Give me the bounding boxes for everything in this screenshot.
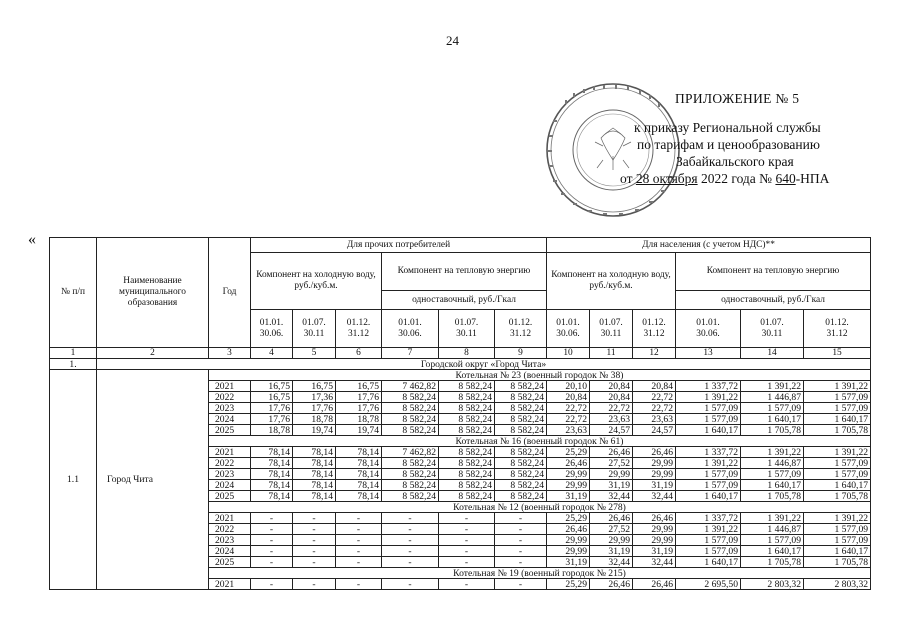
tariff-value: 1 705,78 (804, 557, 871, 568)
period-header: 01.07. 30.11 (741, 310, 804, 348)
year-cell: 2022 (209, 524, 251, 535)
tariff-value: 17,76 (293, 403, 336, 414)
tariff-value: 1 640,17 (804, 546, 871, 557)
tariff-value: 1 577,09 (741, 535, 804, 546)
tariff-value: 78,14 (293, 469, 336, 480)
tariff-value: 32,44 (633, 557, 676, 568)
tariff-value: 1 337,72 (676, 447, 741, 458)
tariff-value: 8 582,24 (382, 403, 439, 414)
tariff-value: 8 582,24 (495, 392, 547, 403)
tariff-value: - (251, 513, 293, 524)
tariff-value: - (439, 513, 495, 524)
tariff-value: 1 640,17 (676, 425, 741, 436)
tariff-value: 20,84 (590, 392, 633, 403)
tariff-value: - (293, 557, 336, 568)
period-header: 01.01. 30.06. (382, 310, 439, 348)
tariff-value: 29,99 (590, 469, 633, 480)
tariff-value: 32,44 (590, 557, 633, 568)
tariff-value: 8 582,24 (439, 392, 495, 403)
tariff-value: 31,19 (590, 546, 633, 557)
tariff-value: 31,19 (633, 480, 676, 491)
tariff-value: 1 577,09 (676, 535, 741, 546)
tariff-value: 24,57 (590, 425, 633, 436)
boiler-title: Котельная № 23 (военный городок № 38) (209, 370, 871, 381)
column-number: 3 (209, 348, 251, 359)
tariff-value: - (336, 513, 382, 524)
tariff-value: 1 446,87 (741, 392, 804, 403)
tariff-value: 1 337,72 (676, 513, 741, 524)
tariff-value: 1 640,17 (804, 480, 871, 491)
year-cell: 2023 (209, 469, 251, 480)
tariff-value: - (336, 579, 382, 590)
tariff-value: - (251, 524, 293, 535)
tariff-value: - (293, 513, 336, 524)
item-number: 1.1 (50, 370, 97, 590)
column-number: 12 (633, 348, 676, 359)
header-cold-water-pop: Компонент на холодную воду, руб./куб.м. (547, 253, 676, 310)
period-header: 01.07. 30.11 (293, 310, 336, 348)
tariff-value: 78,14 (293, 480, 336, 491)
tariff-value: 31,19 (590, 480, 633, 491)
tariff-value: 25,29 (547, 579, 590, 590)
tariff-value: 16,75 (251, 392, 293, 403)
tariff-value: - (336, 524, 382, 535)
tariff-value: 29,99 (633, 458, 676, 469)
tariff-value: - (251, 546, 293, 557)
boiler-title: Котельная № 16 (военный городок № 61) (209, 436, 871, 447)
tariff-value: 20,10 (547, 381, 590, 392)
tariff-value: - (439, 524, 495, 535)
tariff-value: 1 577,09 (676, 469, 741, 480)
tariff-value: 1 391,22 (676, 458, 741, 469)
tariff-value: 1 577,09 (676, 403, 741, 414)
tariff-value: 78,14 (336, 469, 382, 480)
tariff-value: - (439, 579, 495, 590)
order-date: 28 октября (635, 171, 698, 186)
year-cell: 2021 (209, 447, 251, 458)
tariff-value: 78,14 (251, 447, 293, 458)
tariff-value: 78,14 (251, 480, 293, 491)
tariff-value: 26,46 (590, 513, 633, 524)
order-middle: 2022 года № (697, 171, 776, 186)
period-header: 01.12. 31.12 (336, 310, 382, 348)
tariff-value: - (495, 579, 547, 590)
tariff-value: 2 695,50 (676, 579, 741, 590)
tariff-value: 1 446,87 (741, 524, 804, 535)
year-cell: 2022 (209, 458, 251, 469)
tariff-value: - (439, 546, 495, 557)
tariff-value: 78,14 (293, 458, 336, 469)
tariff-value: 18,78 (293, 414, 336, 425)
tariff-value: 26,46 (590, 447, 633, 458)
tariff-value: 2 803,32 (804, 579, 871, 590)
tariff-value: 8 582,24 (382, 392, 439, 403)
tariff-value: 78,14 (336, 458, 382, 469)
tariff-value: 8 582,24 (439, 491, 495, 502)
tariff-value: 17,36 (293, 392, 336, 403)
tariff-value: 1 577,09 (741, 469, 804, 480)
tariff-value: 1 391,22 (804, 381, 871, 392)
column-number: 7 (382, 348, 439, 359)
year-cell: 2024 (209, 480, 251, 491)
tariff-value: 8 582,24 (439, 447, 495, 458)
tariff-value: 24,57 (633, 425, 676, 436)
column-number: 8 (439, 348, 495, 359)
tariff-value: 8 582,24 (495, 480, 547, 491)
tariff-value: 32,44 (590, 491, 633, 502)
tariff-value: 22,72 (633, 392, 676, 403)
header-heat-pop: Компонент на тепловую энергию (676, 253, 871, 291)
tariff-value: 20,84 (590, 381, 633, 392)
tariff-value: 8 582,24 (439, 425, 495, 436)
section-title: Городской округ «Город Чита» (97, 359, 871, 370)
tariff-value: 22,72 (547, 403, 590, 414)
column-number: 9 (495, 348, 547, 359)
tariff-value: 8 582,24 (439, 469, 495, 480)
tariff-table (49, 237, 871, 590)
period-header: 01.07. 30.11 (439, 310, 495, 348)
tariff-value: 26,46 (633, 447, 676, 458)
tariff-value: 1 577,09 (804, 524, 871, 535)
tariff-value: 7 462,82 (382, 447, 439, 458)
tariff-value: - (336, 557, 382, 568)
tariff-value: 26,46 (547, 458, 590, 469)
column-number: 11 (590, 348, 633, 359)
header-cold-water-other: Компонент на холодную воду, руб./куб.м. (251, 253, 382, 310)
tariff-value: 78,14 (251, 458, 293, 469)
period-header: 01.01. 30.06. (676, 310, 741, 348)
period-header: 01.01. 30.06. (251, 310, 293, 348)
year-cell: 2023 (209, 535, 251, 546)
tariff-value: 78,14 (336, 491, 382, 502)
tariff-value: 26,46 (547, 524, 590, 535)
year-cell: 2024 (209, 546, 251, 557)
column-number: 6 (336, 348, 382, 359)
tariff-value: 1 577,09 (676, 546, 741, 557)
municipality-name: Город Чита (97, 370, 209, 590)
order-prefix: от (620, 171, 636, 186)
tariff-value: 8 582,24 (495, 403, 547, 414)
tariff-value: 1 577,09 (676, 414, 741, 425)
tariff-value: 1 640,17 (676, 557, 741, 568)
tariff-value: 18,78 (336, 414, 382, 425)
tariff-value: 8 582,24 (439, 381, 495, 392)
year-cell: 2025 (209, 491, 251, 502)
tariff-value: 8 582,24 (439, 458, 495, 469)
column-number: 2 (97, 348, 209, 359)
tariff-value: 27,52 (590, 458, 633, 469)
tariff-value: 31,19 (547, 491, 590, 502)
tariff-value: 22,72 (590, 403, 633, 414)
tariff-value: 1 640,17 (741, 480, 804, 491)
tariff-value: 18,78 (251, 425, 293, 436)
year-cell: 2023 (209, 403, 251, 414)
tariff-value: 8 582,24 (382, 425, 439, 436)
tariff-value: - (439, 557, 495, 568)
tariff-value: 1 577,09 (804, 535, 871, 546)
tariff-value: 31,19 (547, 557, 590, 568)
tariff-value: 1 391,22 (741, 381, 804, 392)
boiler-group-row (50, 370, 871, 381)
header-municipality: Наименование муниципального образования (97, 238, 209, 348)
tariff-value: 8 582,24 (495, 447, 547, 458)
tariff-value: 29,99 (633, 524, 676, 535)
appendix-title: ПРИЛОЖЕНИЕ № 5 (675, 91, 800, 106)
tariff-value: 29,99 (547, 535, 590, 546)
tariff-value: 78,14 (293, 447, 336, 458)
tariff-value: 20,84 (547, 392, 590, 403)
tariff-value: 8 582,24 (495, 491, 547, 502)
tariff-value: 1 391,22 (676, 392, 741, 403)
tariff-value: 29,99 (590, 535, 633, 546)
tariff-value: - (293, 524, 336, 535)
tariff-value: 1 391,22 (741, 447, 804, 458)
period-header: 01.01. 30.06. (547, 310, 590, 348)
year-cell: 2021 (209, 579, 251, 590)
tariff-value: 29,99 (633, 469, 676, 480)
tariff-value: - (495, 524, 547, 535)
tariff-value: 8 582,24 (382, 469, 439, 480)
tariff-value: 16,75 (336, 381, 382, 392)
tariff-value: - (336, 546, 382, 557)
tariff-value: 8 582,24 (495, 414, 547, 425)
tariff-value: - (382, 546, 439, 557)
year-cell: 2024 (209, 414, 251, 425)
year-cell: 2025 (209, 557, 251, 568)
tariff-value: 32,44 (633, 491, 676, 502)
tariff-value: 1 446,87 (741, 458, 804, 469)
tariff-value: 29,99 (633, 535, 676, 546)
tariff-value: 8 582,24 (382, 491, 439, 502)
tariff-value: 8 582,24 (439, 403, 495, 414)
tariff-value: 31,19 (633, 546, 676, 557)
tariff-value: 8 582,24 (495, 425, 547, 436)
tariff-value: 29,99 (547, 480, 590, 491)
tariff-value: 27,52 (590, 524, 633, 535)
tariff-value: - (251, 535, 293, 546)
tariff-value: 19,74 (336, 425, 382, 436)
tariff-value: - (293, 546, 336, 557)
tariff-value: - (495, 535, 547, 546)
header-year: Год (209, 238, 251, 348)
tariff-value: 1 577,09 (804, 392, 871, 403)
year-cell: 2022 (209, 392, 251, 403)
period-header: 01.12. 31.12 (495, 310, 547, 348)
tariff-value: - (495, 546, 547, 557)
header-line-2: по тарифам и ценообразованию (637, 137, 820, 152)
tariff-value: 1 705,78 (804, 425, 871, 436)
header-num: № п/п (50, 238, 97, 348)
tariff-value: 23,63 (547, 425, 590, 436)
column-number: 5 (293, 348, 336, 359)
tariff-value: 23,63 (590, 414, 633, 425)
tariff-value: 78,14 (251, 491, 293, 502)
tariff-value: 1 705,78 (741, 491, 804, 502)
tariff-value: 1 577,09 (804, 469, 871, 480)
header-heat-other: Компонент на тепловую энергию (382, 253, 547, 291)
tariff-value: 8 582,24 (382, 458, 439, 469)
tariff-value: 16,75 (293, 381, 336, 392)
header-population: Для населения (с учетом НДС)** (547, 238, 871, 253)
tariff-value: 7 462,82 (382, 381, 439, 392)
tariff-value: - (251, 579, 293, 590)
tariff-value: - (382, 579, 439, 590)
tariff-value: 1 337,72 (676, 381, 741, 392)
tariff-value: 1 705,78 (741, 557, 804, 568)
tariff-value: 22,72 (633, 403, 676, 414)
tariff-value: 78,14 (336, 480, 382, 491)
tariff-value: 25,29 (547, 513, 590, 524)
tariff-value: 8 582,24 (495, 469, 547, 480)
tariff-value: 17,76 (336, 392, 382, 403)
period-header: 01.12. 31.12 (633, 310, 676, 348)
tariff-value: 16,75 (251, 381, 293, 392)
tariff-value: 26,46 (590, 579, 633, 590)
tariff-value: - (251, 557, 293, 568)
period-header: 01.12. 31.12 (804, 310, 871, 348)
tariff-value: 2 803,32 (741, 579, 804, 590)
section-number: 1. (50, 359, 97, 370)
tariff-value: 1 391,22 (741, 513, 804, 524)
tariff-value: - (293, 535, 336, 546)
boiler-title: Котельная № 12 (военный городок № 278) (209, 502, 871, 513)
tariff-value: 1 640,17 (741, 546, 804, 557)
tariff-value: 1 705,78 (804, 491, 871, 502)
tariff-value: 8 582,24 (439, 414, 495, 425)
tariff-value: 8 582,24 (495, 381, 547, 392)
tariff-value: 8 582,24 (495, 458, 547, 469)
tariff-value: 26,46 (633, 579, 676, 590)
tariff-value: - (382, 513, 439, 524)
tariff-value: 17,76 (251, 403, 293, 414)
year-cell: 2021 (209, 513, 251, 524)
header-single-rate-other: одноставочный, руб./Гкал (382, 291, 547, 310)
tariff-value: 29,99 (547, 469, 590, 480)
order-suffix: -НПА (795, 171, 830, 186)
tariff-value: 1 577,09 (804, 458, 871, 469)
appendix-header (620, 90, 880, 187)
tariff-value: 23,63 (633, 414, 676, 425)
tariff-value: - (382, 535, 439, 546)
header-line-1: к приказу Региональной службы (634, 120, 821, 135)
tariff-value: 22,72 (547, 414, 590, 425)
tariff-value: 1 705,78 (741, 425, 804, 436)
tariff-value: - (293, 579, 336, 590)
tariff-value: 78,14 (251, 469, 293, 480)
tariff-value: 1 640,17 (741, 414, 804, 425)
page-number: 24 (446, 33, 459, 48)
tariff-value: 17,76 (251, 414, 293, 425)
column-number: 14 (741, 348, 804, 359)
header-other-consumers: Для прочих потребителей (251, 238, 547, 253)
header-line-4 (620, 170, 880, 187)
tariff-value: - (495, 557, 547, 568)
tariff-value: 78,14 (293, 491, 336, 502)
tariff-value: 25,29 (547, 447, 590, 458)
tariff-value: 1 577,09 (804, 403, 871, 414)
tariff-value: - (495, 513, 547, 524)
tariff-value: - (382, 557, 439, 568)
tariff-value: 8 582,24 (439, 480, 495, 491)
header-line-3: Забайкальского края (676, 154, 794, 169)
tariff-value: - (382, 524, 439, 535)
tariff-value: 8 582,24 (382, 414, 439, 425)
period-header: 01.07. 30.11 (590, 310, 633, 348)
column-number: 15 (804, 348, 871, 359)
boiler-title: Котельная № 19 (военный городок № 215) (209, 568, 871, 579)
tariff-value: 1 577,09 (741, 403, 804, 414)
tariff-value: 17,76 (336, 403, 382, 414)
tariff-value: 78,14 (336, 447, 382, 458)
tariff-value: 1 391,22 (804, 513, 871, 524)
header-single-rate-pop: одноставочный, руб./Гкал (676, 291, 871, 310)
column-number: 4 (251, 348, 293, 359)
tariff-value: - (439, 535, 495, 546)
tariff-value: 1 640,17 (804, 414, 871, 425)
year-cell: 2021 (209, 381, 251, 392)
tariff-value: 8 582,24 (382, 480, 439, 491)
tariff-value: 29,99 (547, 546, 590, 557)
tariff-value: 26,46 (633, 513, 676, 524)
tariff-value: 1 391,22 (804, 447, 871, 458)
column-number: 10 (547, 348, 590, 359)
year-cell: 2025 (209, 425, 251, 436)
tariff-value: 1 577,09 (676, 480, 741, 491)
tariff-value: - (336, 535, 382, 546)
order-number: 640 (775, 171, 796, 186)
tariff-value: 20,84 (633, 381, 676, 392)
opening-quote: « (28, 231, 36, 248)
column-number: 13 (676, 348, 741, 359)
tariff-value: 1 640,17 (676, 491, 741, 502)
column-number: 1 (50, 348, 97, 359)
tariff-value: 19,74 (293, 425, 336, 436)
tariff-value: 1 391,22 (676, 524, 741, 535)
